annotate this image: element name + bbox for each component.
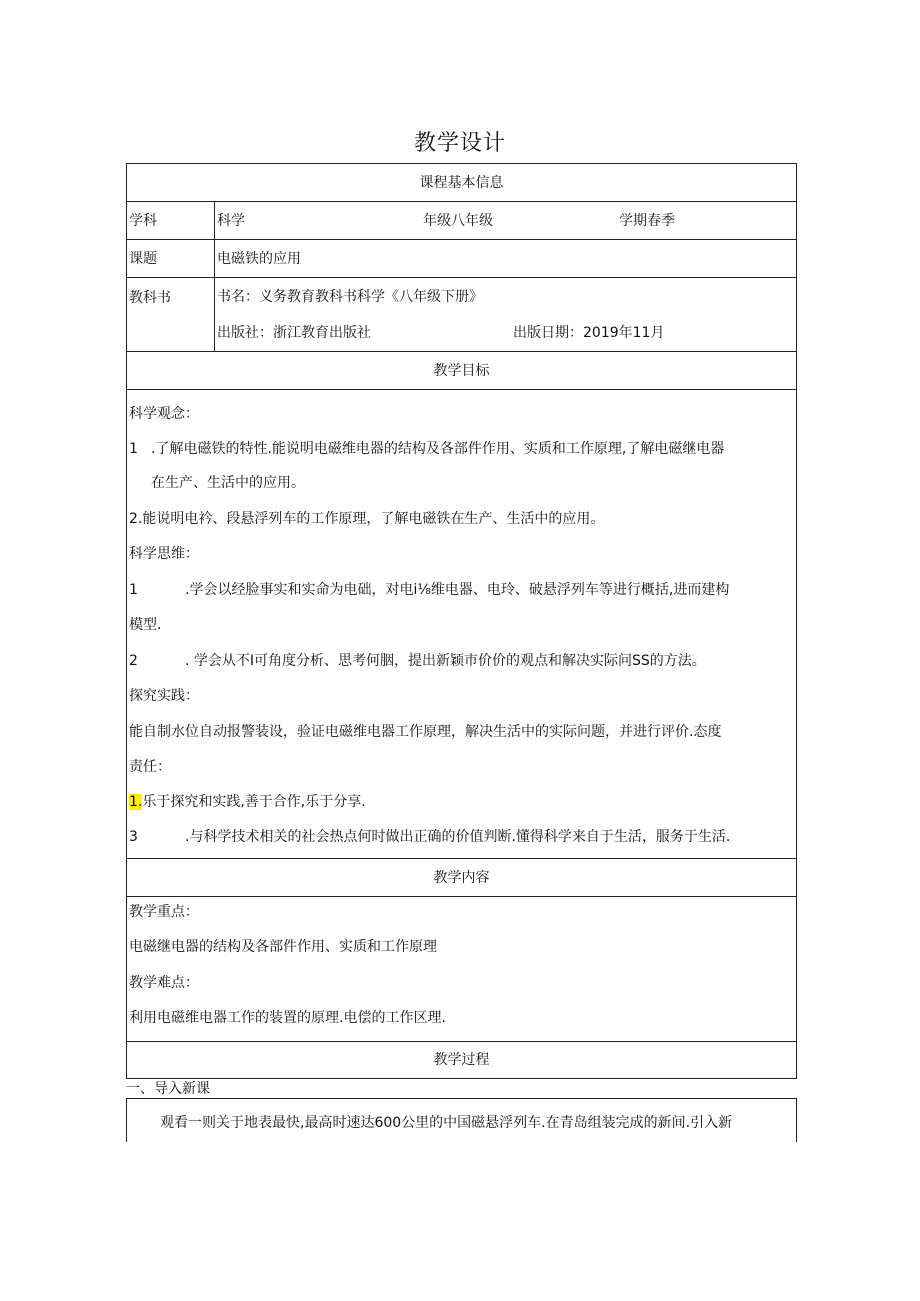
think-item-1-line-2: 模型. [129,617,162,633]
goal-item-2: 2.能说明电衿、段悬浮列车的工作原理，了解电磁铁在生产、生活中的应用。 [129,511,605,527]
goal-item-1-number: 1 [129,441,138,457]
concept-heading: 科学观念： [129,406,199,422]
textbook-label: 教科书 [127,278,215,351]
think-item-1-number: 1 [129,582,138,598]
thinking-heading: 科学思维： [129,546,199,562]
goals-body [127,390,796,859]
term-value: 学期春季 [619,213,675,229]
process-header: 教学过程 [433,1052,490,1068]
practice-line-1: 能自制水位自动报警装设，验证电磁维电器工作原理，解决生活中的实际问题，并进行评价.态度 [129,724,722,740]
content-body [127,897,796,1042]
think-item-2-number: 2 [129,653,138,669]
responsibility-item-1 [129,792,366,812]
basic-info-header: 课程基本信息 [127,164,796,202]
section-intro-heading: 一、导入新课 [126,1081,210,1097]
publisher: 出版社：浙江教育出版社 [217,325,371,341]
content-header: 教学内容 [127,859,796,897]
topic-label: 课题 [127,240,215,277]
publish-date: 出版日期：2019年11月 [513,325,665,341]
goal-item-1-line-2: 在生产、生活中的应用。 [151,475,305,491]
highlight-mark: 1. [129,794,143,810]
difficulty-text: 利用电磁维电器工作的装置的原理.电偿的工作区理. [129,1010,446,1026]
subject-row [127,202,796,240]
grade-value: 年级八年级 [423,213,493,229]
responsibility-item-3-number: 3 [129,829,138,845]
intro-paragraph: 观看一则关于地表最快,最高时速达600公里的中国磁悬浮列车.在青岛组装完成的新间.引入新 [160,1115,733,1131]
key-point-heading: 教学重点： [129,904,199,920]
subject-label: 学科 [127,202,215,239]
book-name: 书名：义务教育教科书科学《八年级下册》 [217,289,483,305]
goal-item-1-line-1: .了解电磁铁的特性.能说明电磁维电器的结构及各部件作用、实质和工作原理,了解电磁继电器 [151,441,725,457]
textbook-row [127,278,796,352]
key-point-text: 电磁继电器的结构及各部件作用、实质和工作原理 [129,939,437,955]
document-title: 教学设计 [413,131,506,156]
responsibility-item-1-text: 乐于探究和实践,善于合作,乐于分享. [142,794,366,810]
topic-row [127,240,796,278]
process-text-box [126,1098,797,1142]
topic-value: 电磁铁的应用 [217,251,301,267]
think-item-1-line-1: .学会以经脸事实和实命为电础，对电i⅛维电器、电玲、破悬浮列车等进行概括,进而建构 [185,582,730,598]
practice-heading: 探究实践： [129,688,199,704]
practice-line-2: 责任： [129,759,171,775]
goals-header: 教学目标 [127,352,796,390]
subject-value: 科学 [217,213,245,229]
lesson-plan-table [126,163,797,1079]
responsibility-item-3: .与科学技术相关的社会热点何时做出正确的价值判断.懂得科学来自于生活，服务于生活. [185,829,731,845]
think-item-2: . 学会从不I可角度分析、思考何胭，提出新颖市价价的观点和解决实际问SS的方法。 [185,653,706,669]
difficulty-heading: 教学难点： [129,975,199,991]
